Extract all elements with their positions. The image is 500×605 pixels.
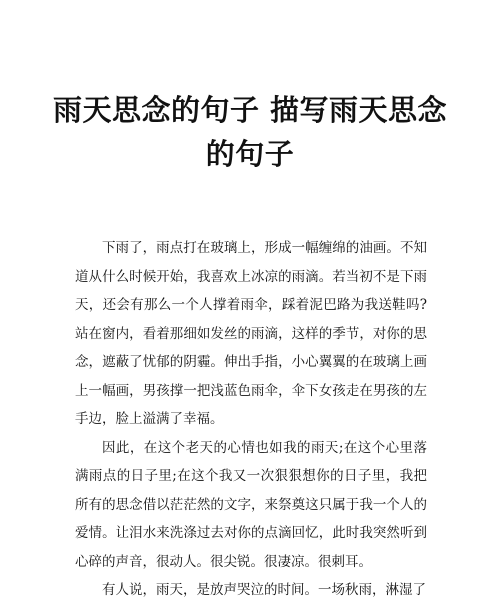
- paragraph-1: 下雨了，雨点打在玻璃上，形成一幅缠绵的油画。不知道从什么时候开始，我喜欢上冰凉的雨滴。若当初不是下雨天，还会有那么一个人撑着雨伞，踩着泥巴路为我送鞋吗?站在窗内，看着那细如发丝的雨滴，这样的季节，对你的思念，遮蔽了忧郁的阴霾。伸出手指，小心翼翼的在玻璃上画上一幅画，男孩撑一把浅蓝色雨伞，伞下女孩走在男孩的左手边，脸上溢满了幸福。: [75, 240, 427, 427]
- paragraph-2: 因此，在这个老天的心情也如我的雨天;在这个心里落满雨点的日子里;在这个我又一次狠狠想你的日子里，我把所有的思念借以茫茫然的文字，来祭奠这只属于我一个人的爱情。让泪水来洗涤过去对你的点滴回忆，此时我突然听到心碎的声音，很动人。很尖锐。很凄凉。很刺耳。: [75, 439, 427, 570]
- document-title: 雨天思念的句子 描写雨天思念的句子: [52, 93, 448, 171]
- document-body: [75, 234, 427, 605]
- paragraph-3: 有人说，雨天，是放声哭泣的时间。一场秋雨，淋湿了: [102, 582, 426, 598]
